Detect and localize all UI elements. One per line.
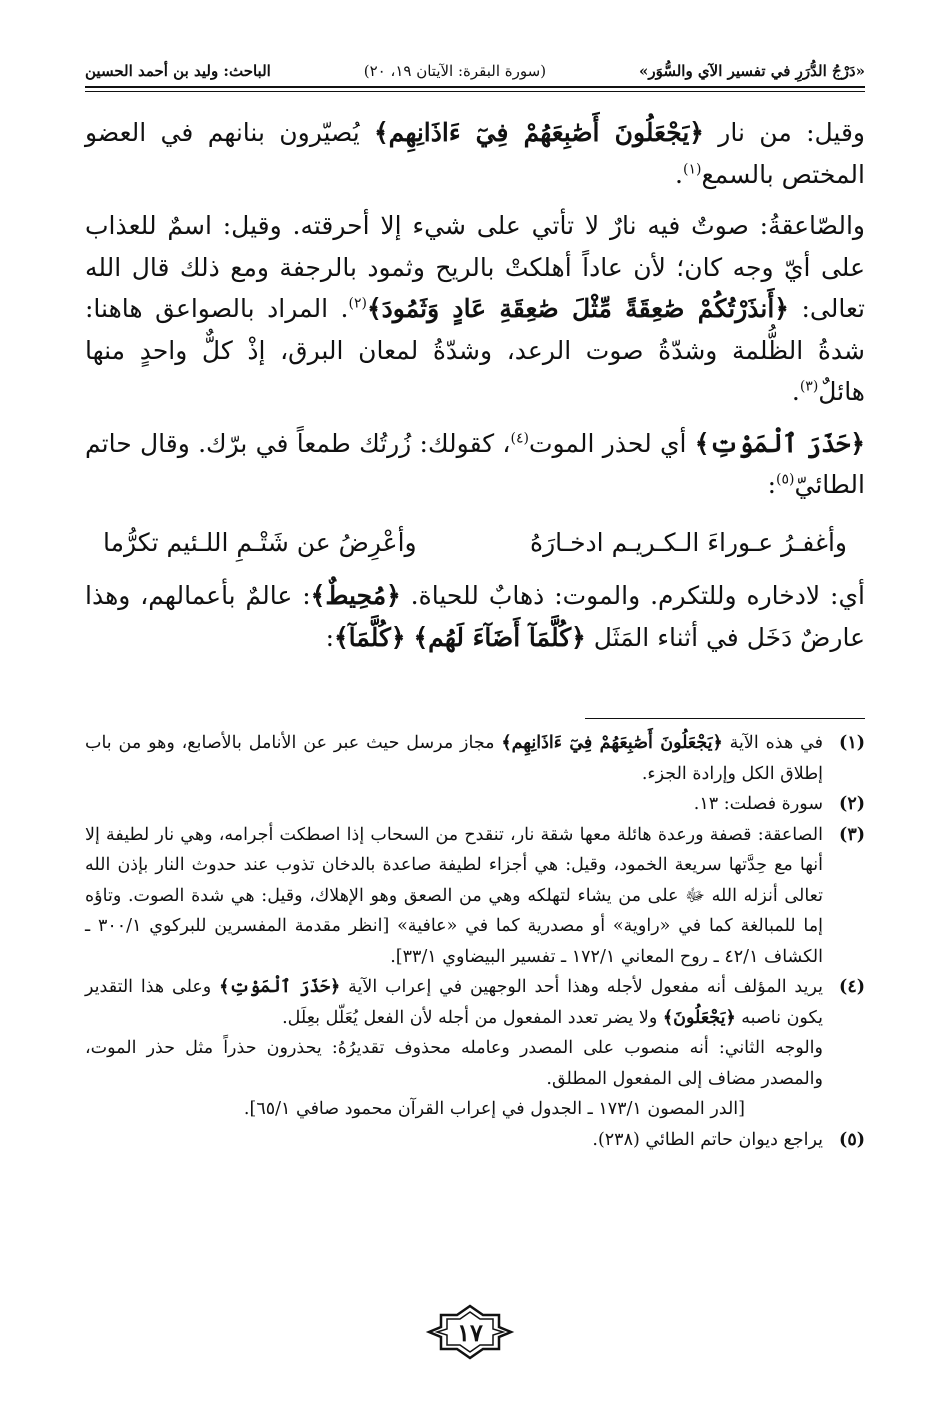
poetry-verse	[85, 516, 865, 576]
text-run: يريد المؤلف أنه مفعول لأجله وهذا أحد الوجهين في إعراب الآية	[340, 977, 823, 997]
footnote-ref-3[interactable]: (٣)	[799, 378, 819, 395]
footnote-4	[85, 972, 865, 1033]
text-run: : عالمٌ بأعمالهم، وهذا عارضٌ دَخَل في أثناء المَثَل	[85, 581, 865, 652]
quran-quote: ﴿يَجْعَلُونَ أَصَٰبِعَهُمْ فِيٓ ءَاذَانِهِم﴾	[501, 733, 723, 753]
text-run: أي: لادخاره وللتكرم. والموت: ذهابٌ للحياة.	[400, 581, 865, 610]
header-book-title: «دَرْجُ الدُّرَرِ في تفسير الآي والسُّوَر»	[638, 62, 865, 80]
footnote-separator	[585, 718, 865, 719]
paragraph-4	[85, 575, 865, 658]
main-text	[85, 112, 865, 668]
quran-quote: ﴿كُلَّمَآ أَضَآءَ لَهُم﴾	[413, 622, 586, 652]
footnote-number: (٢)	[839, 794, 865, 814]
footnote-4-sources: [الدر المصون ١٧٣/١ ـ الجدول في إعراب القرآن محمود صافي ٦٥/١].	[243, 1099, 745, 1119]
text-run: .	[791, 377, 800, 406]
text-run: يُصيّرون بنانهم في العضو المختص بالسمع	[85, 118, 865, 189]
footnotes	[85, 728, 865, 1155]
footnote-text	[85, 728, 823, 789]
quran-quote: ﴿يَجْعَلُونَ﴾	[662, 1007, 736, 1028]
text-run: وقيل: من نار	[703, 118, 865, 147]
footnote-text: سورة فصلت: ١٣.	[693, 794, 823, 814]
text-run: ولا يضر تعدد المفعول من أجله لأن الفعل يُعَلّل بعِلَل.	[282, 1007, 663, 1028]
footnote-1	[85, 728, 865, 789]
header-surah-ref: (سورة البقرة: الآيتان ١٩، ٢٠)	[363, 62, 547, 80]
text-run	[406, 623, 414, 652]
text-run: . المراد بالصواعق هاهنا: شدةُ الظُّلمة وشدّةُ صوت الرعد، وشدّةُ لمعان البرق، إذْ كلٌّ واحدٍ منها هائلٌ	[85, 294, 865, 406]
page-number-ornament	[425, 1303, 515, 1361]
text-run: أي لحذر الموت	[528, 428, 695, 458]
footnote-text	[85, 972, 823, 1033]
footnote-number: (١)	[839, 733, 865, 753]
text-run: وعلى هذا التقدير يكون ناصبه	[85, 977, 823, 1028]
header-author: الباحث: وليد بن أحمد الحسين	[85, 62, 271, 80]
text-run: مجاز مرسل حيث عبر عن الأنامل بالأصابع، وهو من باب إطلاق الكل وإرادة الجزء.	[85, 733, 823, 784]
footnote-ref-2[interactable]: (٢)	[348, 295, 367, 312]
quran-quote: ﴿حَذَرَ ٱلْمَوْتِ﴾	[694, 428, 865, 458]
footnote-ref-5[interactable]: (٥)	[776, 471, 795, 488]
footnote-ref-1[interactable]: (١)	[683, 161, 702, 178]
footnote-number: (٣)	[839, 824, 865, 845]
footnote-2	[85, 789, 865, 820]
text-run: في هذه الآية	[722, 733, 823, 753]
text-run: ، كقولك: زُرتُك طمعاً في برّك. وقال حاتم الطائيّ	[85, 428, 865, 499]
header-rule-thick	[85, 86, 865, 88]
quran-quote: ﴿مُحِيطٌ﴾	[310, 581, 401, 610]
text-run: والصّاعقةُ: صوتٌ فيه نارٌ لا تأتي على شيء إلا أحرقته. وقيل: اسمٌ للعذاب على أيّ وجه كان؛ لأن عاداً أهلكتْ بالريح وثمود بالرجفة ومع ذلك قال الله تعالى:	[85, 211, 865, 323]
footnote-number: (٤)	[839, 977, 865, 997]
footnote-5	[85, 1125, 865, 1156]
paragraph-2	[85, 205, 865, 413]
footnote-number: (٥)	[839, 1129, 865, 1150]
text-run: :	[325, 622, 335, 652]
verse-first-hemistich: وأغفـرُ عـوراءَ الـكـريـم ادخـارَهُ	[529, 527, 847, 557]
text-run: .	[675, 159, 683, 189]
text-run: :	[767, 470, 777, 499]
footnote-text: الصاعقة: قصفة ورعدة هائلة معها شقة نار، تنقدح من السحاب إذا اصطكت أجرامه، وهي نار لطيفة إلا أنها مع حِدَّتها سريعة الخمود، وقيل: هي أجزاء لطيفة صاعدة بالدخان تذوب عند حدوث النار بإذن الله تعالى أنزله الله ﷻ على من يشاء لتهلكه وهي من الصعق وهو الإهلاك، وقيل: هي شدة الصوت. وتاؤه إما للمبالغة كما في «راوية» أو مصدرية كما في «عافية» [انظر مقدمة المفسرين للبركوي ٣٠٠/١ ـ الكشاف ٤٢/١ ـ روح المعاني ١٧٢/١ ـ تفسير البيضاوي ٣٣/١].	[85, 824, 823, 967]
page-number: ١٧	[457, 1317, 483, 1347]
paragraph-3	[85, 423, 865, 506]
verse-second-hemistich: وأعْرِضُ عن شَتْـمِ اللـئيم تكرُّما	[103, 527, 417, 557]
footnote-4-continuation: والوجه الثاني: أنه منصوب على المصدر وعامله محذوف تقديرُهُ: يحذرون حذراً مثل حذر الموت، والمصدر مضاف إلى المفعول المطلق.	[85, 1038, 823, 1089]
quran-quote: ﴿يَجْعَلُونَ أَصَٰبِعَهُمْ فِيٓ ءَاذَانِهِم﴾	[374, 118, 704, 147]
quran-quote: ﴿حَذَرَ ٱلْمَوْتِ﴾	[219, 977, 341, 997]
footnote-text: يراجع ديوان حاتم الطائي (٢٣٨).	[592, 1129, 823, 1150]
quran-quote: ﴿أَنذَرْتُكُمْ صَٰعِقَةً مِّثْلَ صَٰعِقَةِ عَادٍ وَثَمُودَ﴾	[366, 294, 789, 323]
footnote-3	[85, 820, 865, 973]
footnote-ref-4[interactable]: (٤)	[510, 430, 529, 447]
header-rule-thin	[85, 91, 865, 92]
quran-quote: ﴿كُلَّمَآ﴾	[334, 622, 406, 652]
running-header	[85, 58, 865, 84]
paragraph-1	[85, 112, 865, 195]
